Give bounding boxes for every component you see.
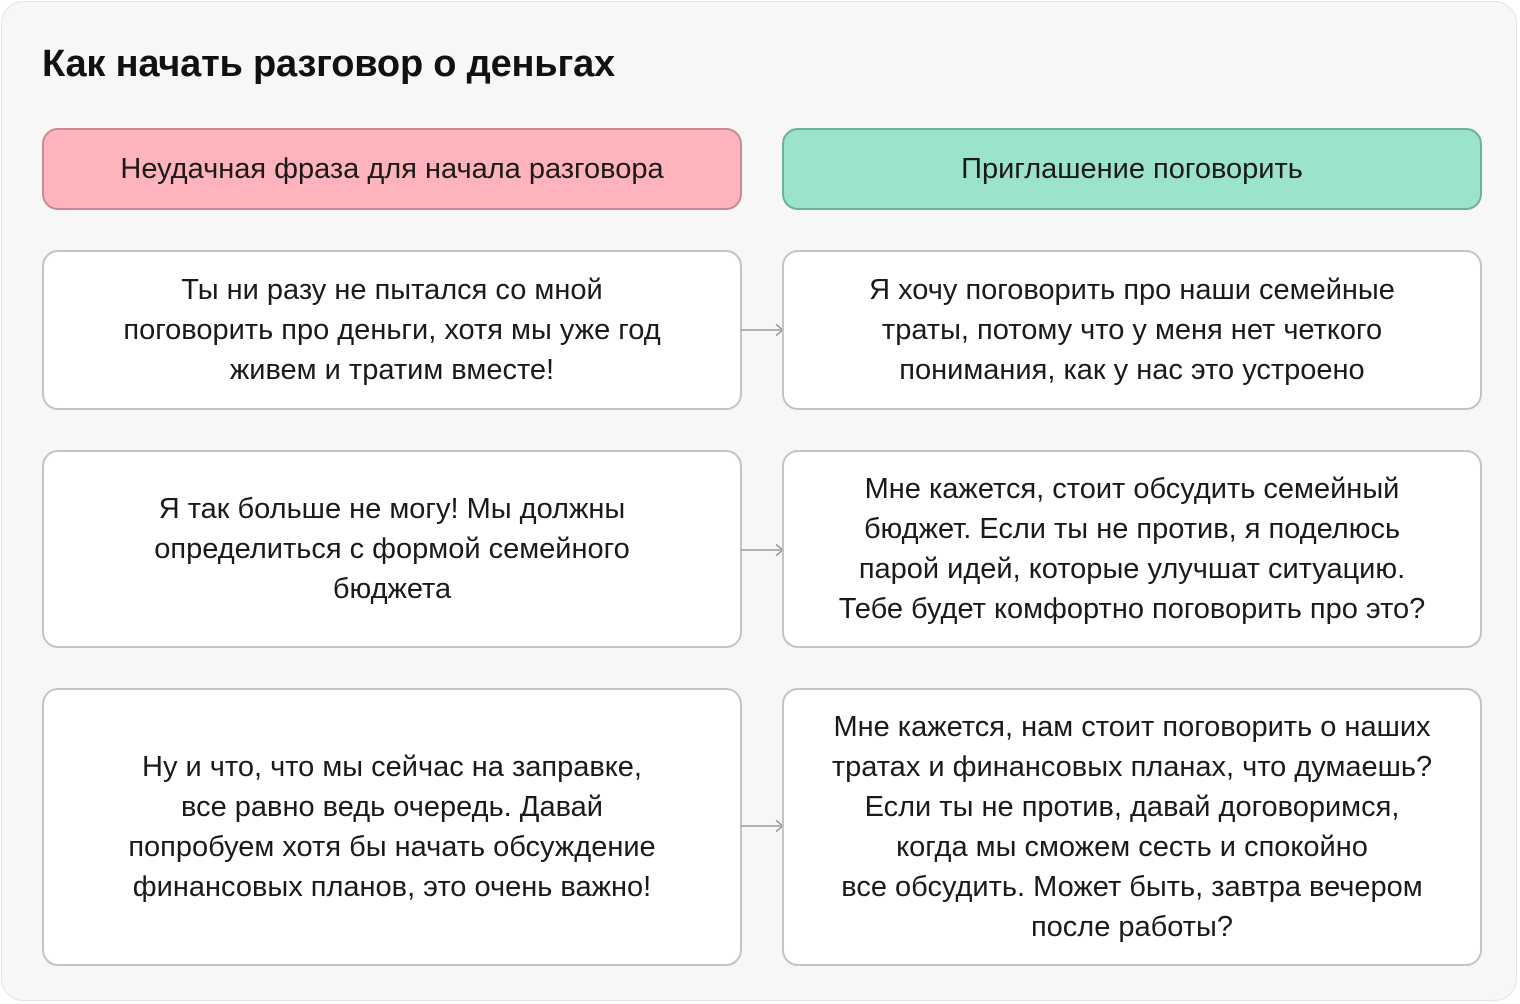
- good-phrase-box-2: Мне кажется, стоит обсудить семейный бюджет. Если ты не против, я поделюсь парой идей, которые улучшат ситуацию. Тебе будет комфортно поговорить про это?: [782, 450, 1482, 648]
- bad-phrase-box-1: Ты ни разу не пытался со мной поговорить про деньги, хотя мы уже год живем и тратим вместе!: [42, 250, 742, 410]
- good-phrase-box-3: Мне кажется, нам стоит поговорить о наших тратах и финансовых планах, что думаешь? Если ты не против, давай договоримся, когда мы сможем сесть и спокойно все обсудить. Может быть, завтра вечером после работы?: [782, 688, 1482, 966]
- column-header-good-invitation: Приглашение поговорить: [782, 128, 1482, 210]
- arrow-right-icon: [741, 323, 785, 337]
- page-title: Как начать разговор о деньгах: [42, 43, 615, 85]
- arrow-right-icon: [741, 819, 785, 833]
- column-header-bad-phrase: Неудачная фраза для начала разговора: [42, 128, 742, 210]
- bad-phrase-box-2: Я так больше не могу! Мы должны определиться с формой семейного бюджета: [42, 450, 742, 648]
- infographic-card: [1, 1, 1517, 1001]
- arrow-right-icon: [741, 543, 785, 557]
- bad-phrase-box-3: Ну и что, что мы сейчас на заправке, все равно ведь очередь. Давай попробуем хотя бы начать обсуждение финансовых планов, это очень важно!: [42, 688, 742, 966]
- good-phrase-box-1: Я хочу поговорить про наши семейные траты, потому что у меня нет четкого понимания, как у нас это устроено: [782, 250, 1482, 410]
